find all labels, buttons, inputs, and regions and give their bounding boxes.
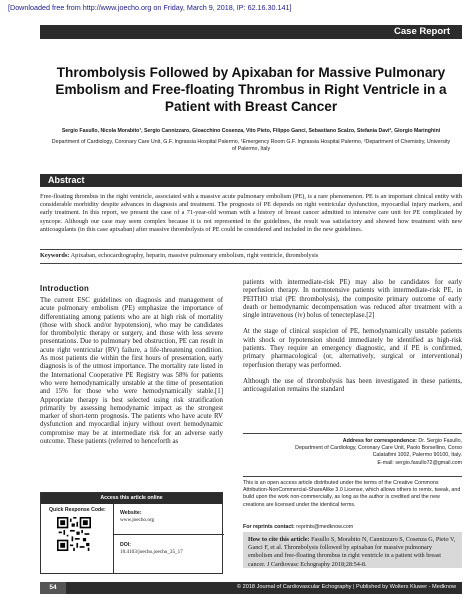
author-list: Sergio Fasullo, Nicola Morabito¹, Sergio Cannizzaro, Gioacchino Cosenza, Vito Pieto, Filippo Ganci, Sebastiano Scalzo, Stefania Davi², Giorgio Maringhini: [61, 128, 441, 134]
footer-text: © 2018 Journal of Cardiovascular Echography | Published by Wolters Kluwer - Medknow: [236, 584, 456, 590]
abstract-heading: Abstract: [48, 175, 85, 185]
doi-label: DOI:: [120, 542, 131, 548]
website-label: Website:: [120, 510, 142, 516]
website-block: [120, 510, 220, 524]
reprints-label: For reprints contact:: [243, 524, 295, 530]
doi-block: [120, 542, 220, 556]
access-details: [120, 504, 220, 573]
website-link[interactable]: www.joecho.org: [120, 516, 155, 523]
paragraph: patients with intermediate-risk PE) may also be candidates for early reperfusion therapy. In normotensive patients with intermediate-risk PE, in PEITHO trial (PE thrombolysis), the composite primary outcome of early death or hemodynamic decompensation was reduced after treatment with a single intravenous (iv) bolus of tenecteplase.[2]: [243, 279, 462, 320]
introduction-heading: Introduction: [40, 284, 90, 293]
correspondence-label: Address for correspondence:: [342, 438, 417, 444]
abstract-header: [40, 174, 462, 187]
introduction-left-column: The current ESC guidelines on diagnosis and management of acute pulmonary embolism (PE) emphasize the importance of differentiating among patients who are at high risk of mortality (those with shock and/or hypotension), who may be candidates for thrombolytic therapy or surgery, and those with less severe presentations. Due to pulmonary bed obstruction, PE can result in acute right ventricular (RV) failure, a life-threatening condition. As most patients die within the first hours of presentation, early diagnosis is of the utmost importance. The mortality rate listed in the International Cooperative PE Registry was 58% for patients who were hemodynamically unstable at the time of presentation and 15% for those who were hemodynamically stable.[1] Appropriate therapy is best selected using risk stratification primarily by assessing hemodynamic impact as the strongest marker of short-term prognosis. The patients who have acute RV dysfunction and myocardial injury without overt hemodynamic compromise may be at intermediate risk for an adverse early outcome. These patients (referred to henceforth as: [40, 297, 223, 446]
qr-code-icon[interactable]: [57, 517, 91, 551]
correspondence-block: [243, 433, 462, 467]
qr-section: [41, 504, 114, 573]
reprints-line: [243, 524, 462, 530]
correspondence-line: Calatafimi 1002, Palermo 90100, Italy.: [372, 452, 462, 459]
license-text: This is an open access article distributed under the terms of the Creative Commons Attribution-NonCommercial-ShareAlike 3.0 License, which allows others to remix, tweak, and build upon the work non-commercially, as long as the author is credited and the new creations are licensed under the identical terms.: [243, 480, 461, 508]
correspondence-line: Department of Cardiology, Coronary Care Unit, Paolo Borsellino, Corso: [295, 445, 462, 452]
correspondence-email[interactable]: E-mail: sergio.fasullo72@gmail.com: [377, 459, 462, 466]
access-heading: Access this article online: [41, 493, 222, 504]
abstract-text: Free-floating thrombus in the right ventricle, associated with a massive acute pulmonary embolism (PE), is a rare phenomenon. PE is an important clinical entity with considerable morbidity despite advances in diagnosis and treatment. The prognosis of PE depends on right ventricular dysfunction, myocardial injury markers, and early treatment. In this report, we present the case of a 71-year-old woman with a history of breast cancer admitted to intensive care unit for PE complicated by syncope. Although our case may seem complex because it is not represented in the guidelines, the result was satisfactory and showed how treatment with new anticoagulants (in this case apixaban) after massive thrombolysis of PE could be considered and included in the new guidelines.: [40, 193, 462, 233]
doi-link[interactable]: 10.4103/joecho.joecho_35_17: [120, 548, 183, 555]
qr-label: Quick Response Code:: [49, 507, 106, 513]
divider: [40, 249, 462, 250]
download-notice: [Downloaded free from http://www.joecho.org on Friday, March 9, 2018, IP: 62.16.30.141]: [8, 3, 292, 12]
paragraph: At the stage of clinical suspicion of PE, hemodynamically unstable patients with shock or hypotension should immediately be identified as high-risk patients. They require an emergency diagnostic, and if PE is confirmed, primary pharmacological (or, alternatively, surgical or interventional) reperfusion therapy was performed.: [243, 328, 462, 369]
citation-text: Fasullo S, Morabito N, Cannizzaro S, Cosenza G, Pieto V, Ganci F, et al. Thrombolysis followed by apixaban for massive pulmonary embolism and free-floating thrombus in right ventricle in a patient with breast cancer. J Cardiovasc Echography 2018;28:54-8.: [248, 536, 456, 568]
article-title: Thrombolysis Followed by Apixaban for Massive Pulmonary Embolism and Free-floating Thrombus in Right Ventricle in a Patient with Breast Cancer: [55, 65, 447, 114]
section-banner: [40, 25, 462, 39]
section-label: Case Report: [394, 26, 450, 37]
access-online-box: [40, 492, 223, 574]
reprints-email[interactable]: reprints@medknow.com: [296, 524, 354, 530]
keywords-list: Apixaban, echocardiography, heparin, massive pulmonary embolism, right ventricle, thrombolysis: [70, 252, 319, 259]
divider: [40, 263, 462, 264]
page-footer: [40, 582, 462, 594]
divider: [114, 534, 224, 535]
citation-box: [243, 532, 462, 568]
citation-label: How to cite this article:: [248, 536, 310, 543]
divider: [243, 476, 462, 477]
paragraph: Although the use of thrombolysis has been investigated in these patients, anticoagulation remains the standard: [243, 377, 462, 394]
page-number: 54: [40, 582, 66, 594]
correspondence-name: Dr. Sergio Fasullo,: [418, 438, 462, 444]
affiliations: Department of Cardiology, Coronary Care Unit, G.F. Ingrassia Hospital Palermo, ¹Emergency Room G.F. Ingrassia Hospital Palermo, ²Department of Chemistry, University of Palermo, Italy: [51, 139, 451, 152]
introduction-right-column: [243, 279, 462, 395]
keywords-label: Keywords:: [40, 252, 70, 259]
keywords: [40, 252, 462, 260]
